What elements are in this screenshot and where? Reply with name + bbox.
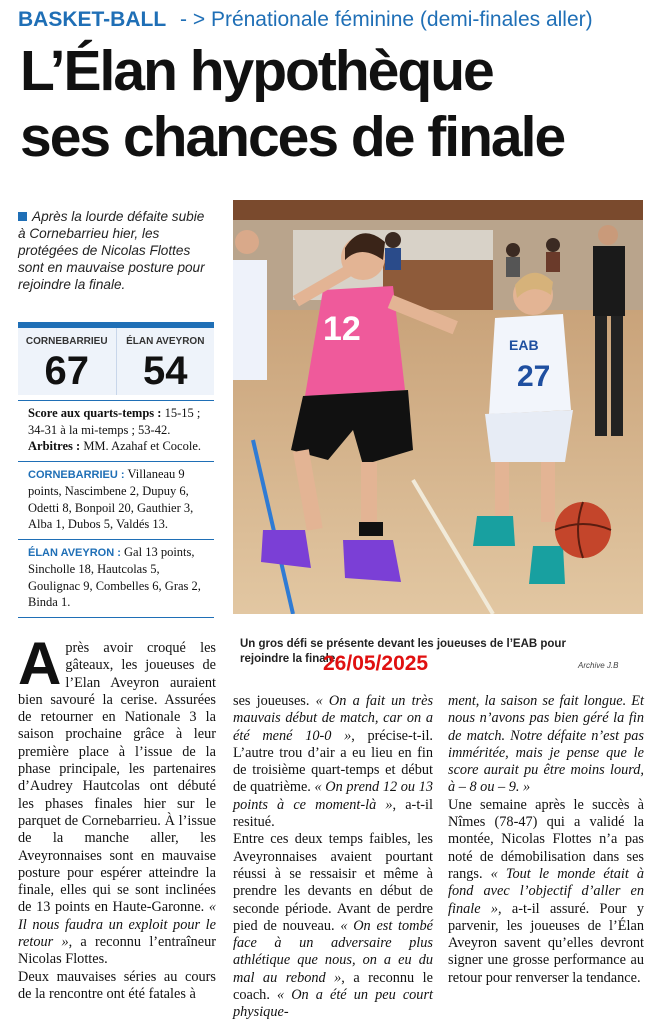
home-team-name: CORNEBARRIEU bbox=[25, 336, 108, 347]
paragraph: ment, la saison se fait longue. Et nous n’avons pas bien géré la fin de match. Notre défaite n’est pas imméritée, mais je pense que le score aurait pu être moins lourd, à – 8 ou – 9. » bbox=[448, 693, 644, 796]
away-team-name: ÉLAN AVEYRON bbox=[126, 336, 205, 347]
match-stats bbox=[18, 400, 214, 618]
away-team-score: 54 bbox=[143, 349, 188, 393]
drop-cap: A bbox=[18, 630, 62, 697]
white-jersey-team: EAB bbox=[509, 337, 539, 353]
match-photo bbox=[233, 200, 643, 614]
pink-jersey-number: 12 bbox=[323, 310, 361, 348]
basketball-players-illustration bbox=[233, 200, 643, 614]
paragraph: près avoir croqué les gâteaux, les joueuses de l’Elan Aveyron auraient bien savouré la cerise. Assurées de retourner en Nationale 3 la saison prochaine grâce à leur première place à l’issue de la phase principale, les partenaires d’Audrey Hautcolas ont débuté les phases finales hier sur le parquet de Cornebarrieu. À l’issue de la manche aller, les Aveyronnaises sont en mauvaise posture pour espérer atteindre la finale, elles qui se sont inclinées de 13 points en Haute-Garonne. « Il nous faudra un exploit pour le retour », a reconnu l’entraîneur Nicolas Flottes. bbox=[18, 640, 217, 968]
date-stamp: 26/05/2025 bbox=[323, 652, 429, 675]
away-team bbox=[116, 328, 215, 395]
photo-credit: Archive J.B bbox=[578, 661, 619, 670]
headline-line-2: ses chances de finale bbox=[20, 105, 565, 169]
home-lineup: CORNEBARRIEU : Villaneau 9 points, Nascimbene 2, Dupuy 6, Odetti 8, Bonpoil 20, Gauthier 3, Alba 1, Dubos 5, Valdés 13. bbox=[28, 466, 194, 531]
paragraph: ses joueuses. « On a fait un très mauvais début de match, car on a été mené 10-0 », précise-t-il. L’autre trou d’air a eu lieu en fin de troisième quart-temps et début de quatrième. « On prend 12 ou 13 points à ce moment-là », a-t-il resitué. bbox=[233, 693, 434, 831]
headline bbox=[20, 38, 564, 170]
paragraph: Deux mauvaises séries au cours de la rencontre ont été fatales à bbox=[18, 968, 216, 1002]
kicker-subtitle: Prénationale féminine (demi-finales aller) bbox=[210, 8, 593, 31]
headline-line-1: L’Élan hypothèque bbox=[20, 39, 493, 103]
article-column-3 bbox=[448, 693, 644, 987]
home-team bbox=[18, 328, 116, 395]
divider bbox=[18, 461, 214, 462]
photo-caption: Un gros défi se présente devant les joueuses de l’EAB pour rejoindre la finale. bbox=[240, 638, 566, 665]
quarters-line: Score aux quarts-temps : 15-15 ; 34-31 à la mi-temps ; 53-42. Arbitres : MM. Azahaf et Cocole. bbox=[28, 406, 201, 453]
scoreboard bbox=[18, 322, 214, 395]
paragraph: Une semaine après le succès à Nîmes (78-47) qui a validé la montée, Nicolas Flottes n’a pas noté de démobilisation dans ses rangs. « Tout le monde était à fond avec l’objectif d’aller en finale », a-t-il assuré. Pour y parvenir, les joueuses de l’Élan Aveyron savent qu’elles devront signer une grosse performance au retour pour renverser la tendance. bbox=[448, 796, 645, 986]
divider bbox=[18, 539, 214, 540]
lede-text: Après la lourde défaite subie à Cornebarrieu hier, les protégées de Nicolas Flottes sont en mauvaise posture pour rejoindre la finale. bbox=[18, 209, 205, 292]
lede bbox=[18, 208, 214, 293]
article-column-2 bbox=[233, 693, 433, 1022]
article-column-1 bbox=[18, 630, 217, 1003]
white-jersey-number: 27 bbox=[517, 360, 551, 393]
kicker-arrow: - > bbox=[180, 8, 206, 31]
section-label: BASKET-BALL bbox=[18, 8, 167, 31]
away-lineup: ÉLAN AVEYRON : Gal 13 points, Sinchollе 18, Hautcolas 5, Goulignac 9, Combelles 6, Gras 2, Binda 1. bbox=[28, 544, 201, 609]
paragraph: Entre ces deux temps faibles, les Aveyronnaises avaient pourtant réussi à se ressaisir et même à prendre les devants en début de seconde période. Avant de perdre pied de nouveau. « On est tombé face à un adversaire plus athlétique que nous, on a eu du mal au rebond », a reconnu le coach. « On a été un peu court physique- bbox=[233, 831, 434, 1021]
square-bullet-icon bbox=[18, 212, 27, 221]
home-team-score: 67 bbox=[44, 349, 89, 393]
kicker bbox=[18, 8, 593, 32]
